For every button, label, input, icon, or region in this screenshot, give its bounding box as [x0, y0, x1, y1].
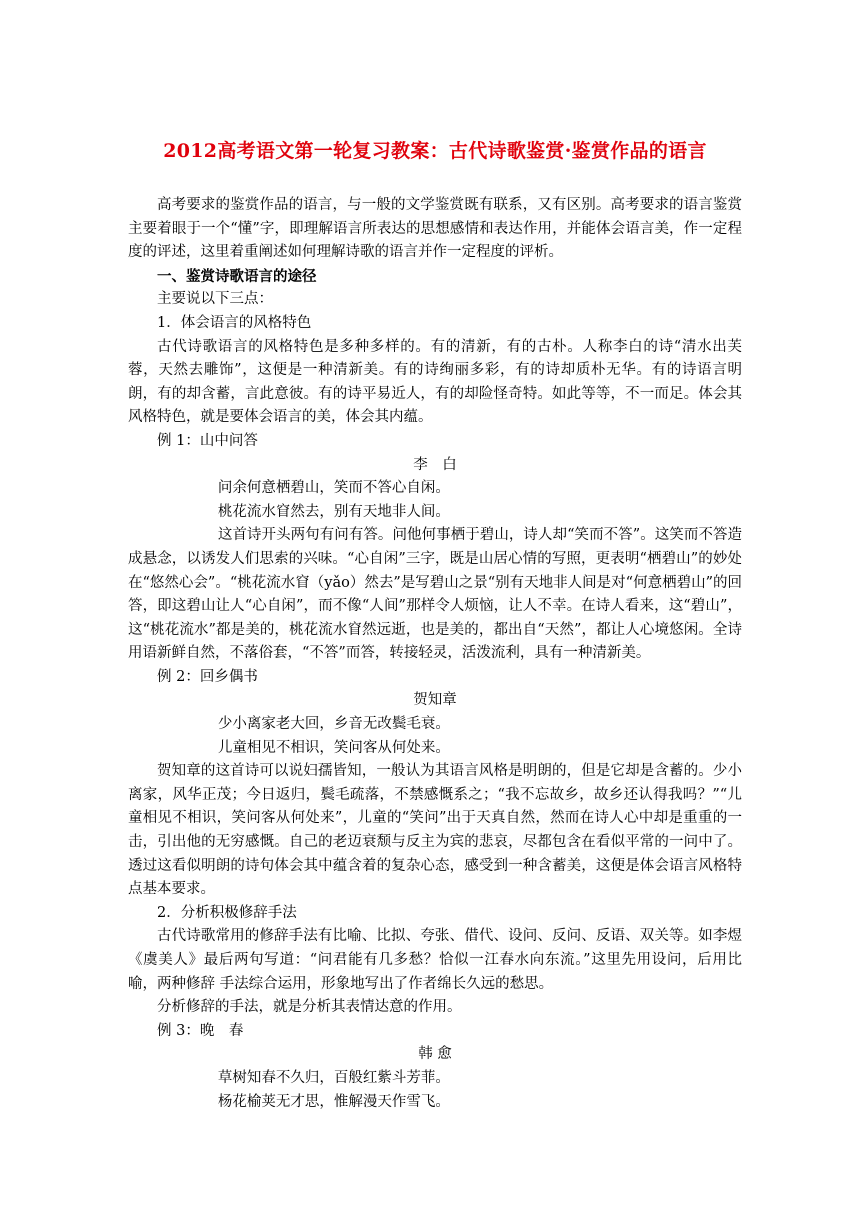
example2-label: 例 2： — [157, 668, 200, 685]
section1-lead: 主要说以下三点： — [157, 291, 273, 308]
section1-heading: 一、鉴赏诗歌语言的途径 — [157, 267, 317, 285]
example1-author: 李 白 — [413, 456, 457, 473]
example3-poem-title: 晚 春 — [199, 1022, 244, 1039]
example1-line-1: 问余何意栖碧山，笑而不答心自闲。 — [217, 480, 450, 497]
example2-line-2: 儿童相见不相识，笑问客从何处来。 — [217, 739, 450, 756]
point2-paragraph-2: 分析修辞的手法，就是分析其表情达意的作用。 — [157, 999, 462, 1016]
example1-label: 例 1： — [157, 432, 200, 449]
example2-analysis: 贺知章的这首诗可以说妇孺皆知，一般认为其语言风格是明朗的，但是它却是含蓄的。少小离家，风华正茂；今日返归，鬓毛疏落，不禁感慨系之；“我不忘故乡，故乡还认得我吗？”“儿童相见不相识，笑问客从何处来”，儿童的“笑问”出于天真自然，然而在诗人心中却是重重的一击，引出他的无穷感慨。自己的老迈衰颓与反主为宾的悲哀，尽都包含在看似平常的一问中了。透过这看似明朗的诗句体会其中蕴含着的复杂心态，感受到一种含蓄美，这便是体会语言风格特点基本要求。 — [128, 763, 742, 898]
example2-author: 贺知章 — [413, 692, 457, 709]
point1-heading: 1．体会语言的风格特色 — [157, 314, 312, 331]
point2-heading: 2．分析积极修辞手法 — [157, 904, 297, 921]
example1-line-2: 桃花流水窅然去，别有天地非人间。 — [217, 503, 450, 520]
example3-label: 例 3： — [157, 1022, 200, 1039]
page-title: 2012高考语文第一轮复习教案：古代诗歌鉴赏·鉴赏作品的语言 — [163, 140, 707, 162]
example3-line-2: 杨花榆荚无才思，惟解漫天作雪飞。 — [217, 1093, 450, 1110]
point1-paragraph: 古代诗歌语言的风格特色是多种多样的。有的清新，有的古朴。人称李白的诗“清水出芙蓉，天然去雕饰”，这便是一种清新美。有的诗绚丽多彩，有的诗却质朴无华。有的诗语言明朗，有的却含蓄，言此意彼。有的诗平易近人，有的却险怪奇特。如此等等，不一而足。体会其风格特色，就是要体会语言的美，体会其内蕴。 — [128, 338, 742, 426]
example2-header — [128, 666, 742, 690]
example1-poem-title: 山中问答 — [199, 432, 258, 449]
example1-header — [128, 430, 742, 454]
example3-header — [128, 1020, 742, 1044]
example3-line-1: 草树知春不久归，百般红紫斗芳菲。 — [217, 1069, 450, 1086]
example3-author: 韩 愈 — [418, 1046, 452, 1063]
example1-analysis: 这首诗开头两句有问有答。问他何事栖于碧山，诗人却“笑而不答”。这笑而不答造成悬念，以诱发人们思索的兴味。“心自闲”三字，既是山居心情的写照，更表明“栖碧山”的妙处在“悠然心会”。“桃花流水窅（yǎo）然去”是写碧山之景“别有天地非人间是对“何意栖碧山”的回答，即这碧山让人“心自闲”，而不像“人间”那样令人烦恼，让人不幸。在诗人看来，这“碧山”，这“桃花流水”都是美的，桃花流水窅然远逝，也是美的，都出自“天然”，都让人心境悠闲。全诗用语新鲜自然，不落俗套，“不答”而答，转接轻灵，活泼流利，具有一种清新美。 — [128, 527, 742, 662]
point2-paragraph: 古代诗歌常用的修辞手法有比喻、比拟、夸张、借代、设问、反问、反语、双关等。如李煜《虞美人》最后两句写道：“问君能有几多愁？恰似一江春水向东流。”这里先用设问，后用比喻，两种修辞 手法综合运用，形象地写出了作者绵长久远的愁思。 — [128, 928, 742, 992]
example2-line-1: 少小离家老大回，乡音无改鬓毛衰。 — [217, 716, 450, 733]
example2-poem-title: 回乡偶书 — [199, 668, 258, 685]
intro-paragraph: 高考要求的鉴赏作品的语言，与一般的文学鉴赏既有联系，又有区别。高考要求的语言鉴赏主要着眼于一个“懂”字，即理解语言所表达的思想感情和表达作用，并能体会语言美，作一定程度的评述，这里着重阐述如何理解诗歌的语言并作一定程度的评析。 — [128, 197, 742, 261]
